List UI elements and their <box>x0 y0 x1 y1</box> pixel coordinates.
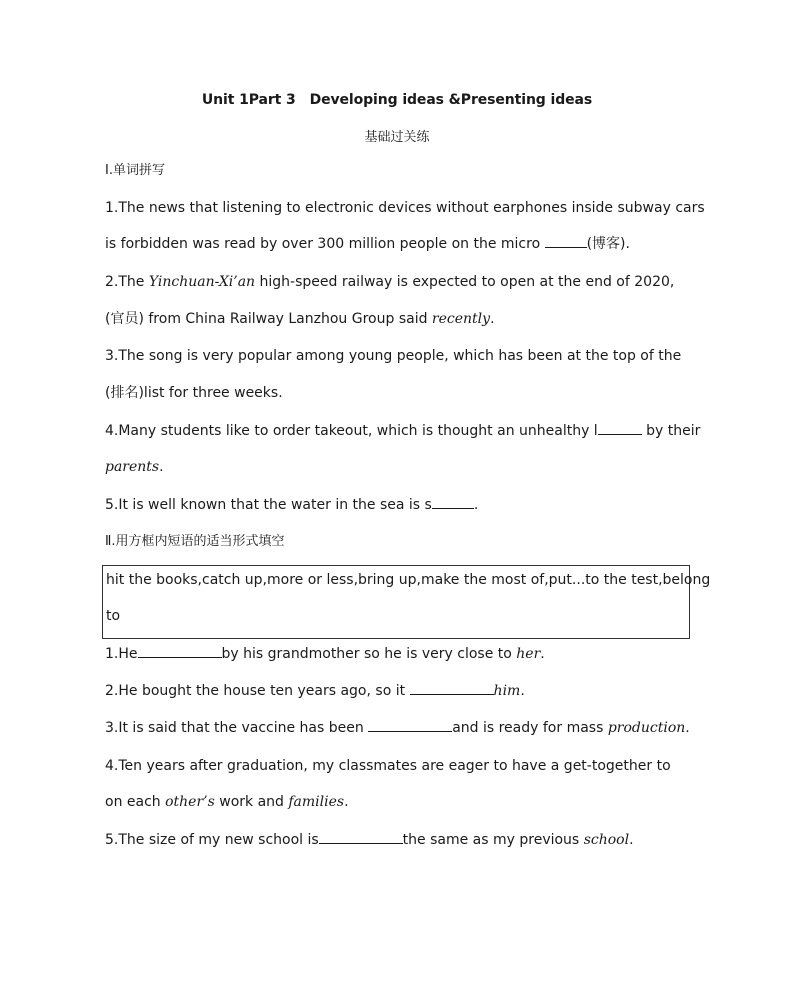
phrase-box-line1: hit the books,catch up,more or less,bring up,make the most of,put...to the test,belong <box>106 572 711 588</box>
s1-q2-period: . <box>490 311 495 327</box>
s1-q4-line1 <box>105 422 700 440</box>
s2-q3-italic-word: production <box>607 720 686 736</box>
s1-q1-blank[interactable] <box>545 235 587 248</box>
s2-q3-text-a: 3.It is said that the vaccine has been <box>105 720 369 736</box>
s1-q4-text-b: by their <box>641 423 701 439</box>
s2-q5-text-a: 5.The size of my new school is <box>105 832 319 848</box>
s1-q3-line1: 3.The song is very popular among young people, which has been at the top of the <box>105 348 682 364</box>
s2-q4-line2 <box>105 793 349 811</box>
s1-q2-italic-word: recently <box>431 311 491 327</box>
s2-q3-blank[interactable] <box>368 719 452 732</box>
s2-q3-line <box>105 719 690 737</box>
s1-q4-italic-word: parents <box>105 459 160 475</box>
s1-q2-text-a: 2.The <box>105 274 149 290</box>
s2-q1-period: . <box>540 646 545 662</box>
s1-q2-line1 <box>105 273 674 291</box>
s1-q2-line2-text: (官员) from China Railway Lanzhou Group said <box>105 311 432 327</box>
section-1-heading: Ⅰ.单词拼写 <box>105 163 165 178</box>
s1-q1-line1: 1.The news that listening to electronic devices without earphones inside subway cars <box>105 200 705 216</box>
s2-q2-line <box>105 682 525 700</box>
s2-q4-italic-word-1: other’s <box>165 794 215 810</box>
s2-q2-text-a: 2.He bought the house ten years ago, so it <box>105 683 410 699</box>
s2-q4-line1: 4.Ten years after graduation, my classmates are eager to have a get-together to <box>105 758 671 774</box>
phrase-box <box>102 565 711 639</box>
s2-q5-period: . <box>629 832 634 848</box>
s1-q4-text-a: 4.Many students like to order takeout, which is thought an unhealthy l <box>105 423 598 439</box>
s2-q1-line <box>105 645 545 663</box>
s1-q1-text-b: (博客). <box>586 236 630 252</box>
s1-q5-period: . <box>473 497 479 513</box>
page-subtitle: 基础过关练 <box>364 130 430 145</box>
s2-q1-italic-word: her <box>516 646 541 662</box>
s1-q5-blank[interactable] <box>432 496 474 509</box>
s2-q5-line <box>105 831 634 849</box>
s2-q2-italic-word: him <box>493 683 521 699</box>
s2-q4-italic-word-2: families <box>288 794 345 810</box>
phrase-box-line2: to <box>106 608 121 624</box>
s2-q2-period: . <box>520 683 525 699</box>
s2-q2-blank[interactable] <box>410 682 494 695</box>
s2-q4-text-b: work and <box>214 794 289 810</box>
s2-q5-italic-word: school <box>583 832 630 848</box>
s2-q5-blank[interactable] <box>319 831 403 844</box>
s1-q2-text-b: high-speed railway is expected to open at the end of 2020, <box>255 274 675 290</box>
s1-q1-line2 <box>105 235 630 253</box>
s1-q5-text-a: 5.It is well known that the water in the sea is s <box>105 497 432 513</box>
s1-q2-railway-name: Yinchuan-Xi’an <box>148 274 256 290</box>
s1-q3-line2: (排名)list for three weeks. <box>105 385 283 401</box>
s2-q4-period: . <box>344 794 349 810</box>
s2-q5-text-b: the same as my previous <box>402 832 584 848</box>
page-title: Unit 1Part 3 Developing ideas &Presenting ideas <box>201 92 593 108</box>
s1-q2-line2 <box>105 310 495 328</box>
s2-q3-text-b: and is ready for mass <box>452 720 608 736</box>
s2-q4-text-a: on each <box>105 794 166 810</box>
s1-q1-text-a: is forbidden was read by over 300 million people on the micro <box>105 236 545 252</box>
s2-q3-period: . <box>685 720 690 736</box>
s1-q4-period: . <box>159 459 164 475</box>
s2-q1-text-a: 1.He <box>105 646 138 662</box>
s1-q5-line <box>105 496 478 514</box>
s1-q4-blank[interactable] <box>598 422 642 435</box>
s2-q1-blank[interactable] <box>138 645 222 658</box>
section-2-heading: Ⅱ.用方框内短语的适当形式填空 <box>105 534 285 549</box>
s1-q4-line2 <box>105 458 164 476</box>
s2-q1-text-b: by his grandmother so he is very close to <box>221 646 517 662</box>
